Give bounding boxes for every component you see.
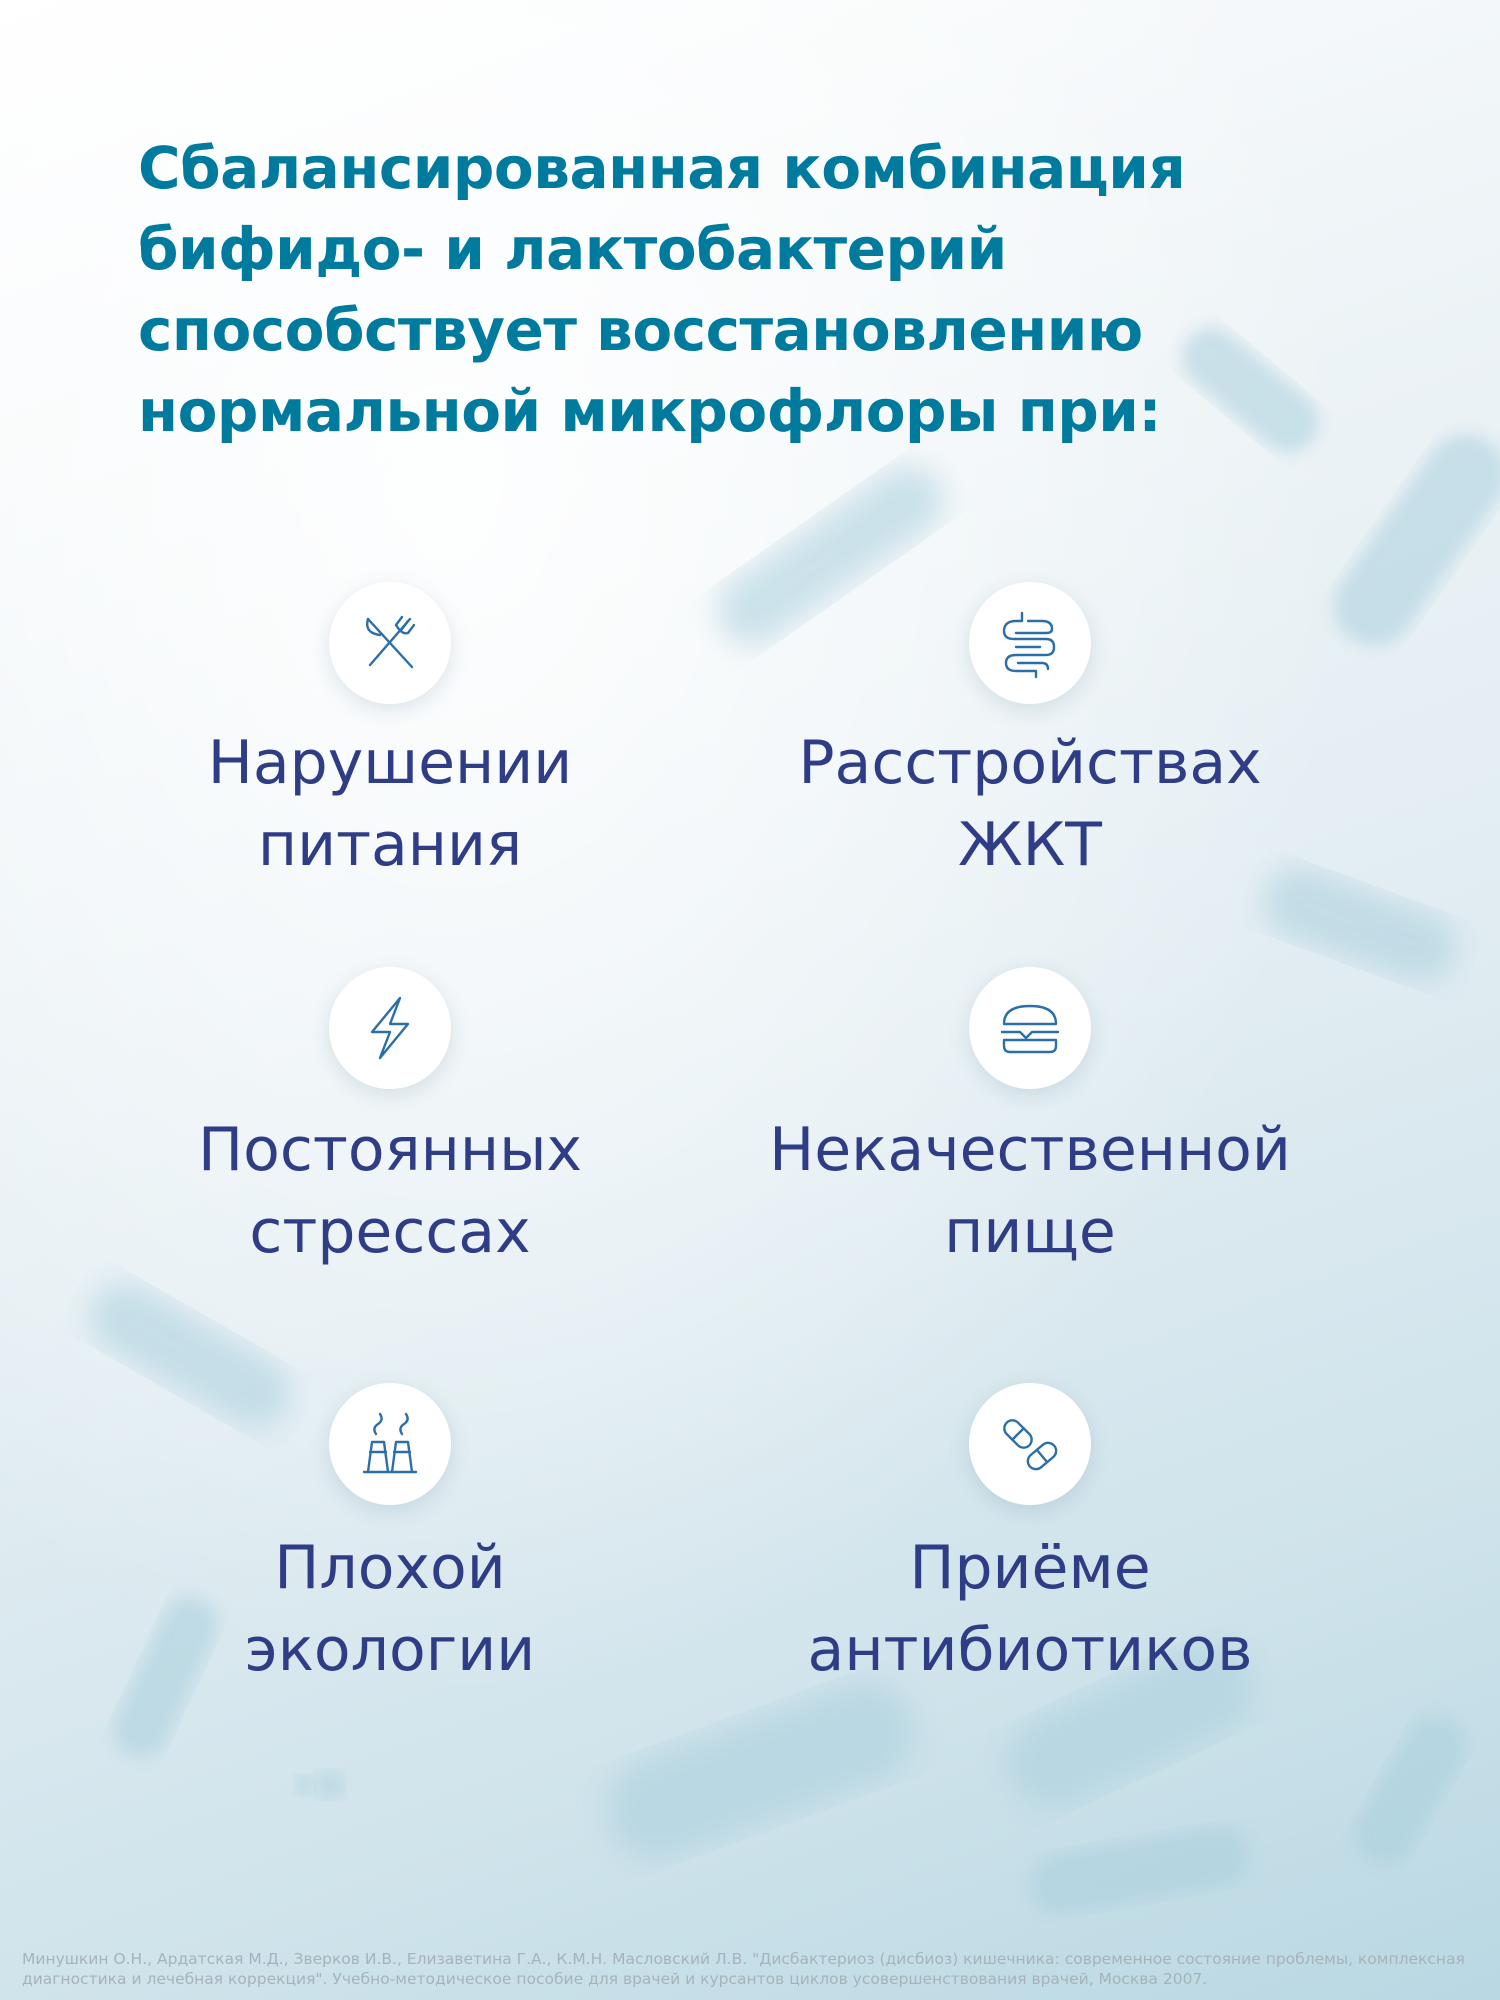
- condition-label-line: ЖКТ: [958, 810, 1102, 880]
- headline-line: способствует восстановлению: [138, 296, 1143, 364]
- condition-label-line: стрессах: [249, 1197, 531, 1267]
- icon-badge: [329, 1383, 451, 1505]
- headline-line: нормальной микрофлоры при:: [138, 377, 1162, 445]
- fork-knife-icon: [350, 603, 430, 683]
- icon-badge: [329, 967, 451, 1089]
- footnote-line: диагностика и лечебная коррекция". Учебно-методическое пособие для врачей и курсантов циклов усовершенствования врачей, Москва 2007.: [22, 1970, 1208, 1988]
- condition-label-line: пище: [944, 1197, 1116, 1267]
- burger-icon: [990, 988, 1070, 1068]
- condition-label-line: Плохой: [274, 1533, 506, 1603]
- factory-icon: [350, 1404, 430, 1484]
- footnote-line: Минушкин О.Н., Ардатская М.Д., Зверков И.В., Елизаветина Г.А., К.М.Н. Масловский Л.В. "Дисбактериоз (дисбиоз) кишечника: современное состояние проблемы, комплексная: [22, 1950, 1465, 1968]
- condition-label-line: Приёме: [909, 1533, 1151, 1603]
- icon-badge: [329, 582, 451, 704]
- condition-label-line: питания: [257, 810, 523, 880]
- headline-line: бифидо- и лактобактерий: [138, 215, 1007, 283]
- icon-badge: [969, 967, 1091, 1089]
- reference-footnote: [22, 1949, 1480, 1989]
- condition-label: [50, 1527, 730, 1691]
- condition-label-line: Нарушении: [207, 728, 573, 798]
- condition-label-line: Постоянных: [198, 1115, 582, 1185]
- icon-badge: [969, 1383, 1091, 1505]
- lightning-icon: [350, 988, 430, 1068]
- condition-label: [690, 1109, 1370, 1273]
- condition-label-line: Расстройствах: [798, 728, 1262, 798]
- headline: [138, 128, 1388, 452]
- condition-label: [690, 1527, 1370, 1691]
- condition-label: [690, 722, 1370, 886]
- condition-label: [50, 722, 730, 886]
- condition-label-line: экологии: [244, 1615, 536, 1685]
- pills-icon: [990, 1404, 1070, 1484]
- condition-label-line: Некачественной: [769, 1115, 1291, 1185]
- headline-line: Сбалансированная комбинация: [138, 134, 1186, 202]
- intestine-icon: [990, 603, 1070, 683]
- condition-label: [50, 1109, 730, 1273]
- condition-label-line: антибиотиков: [807, 1615, 1253, 1685]
- icon-badge: [969, 582, 1091, 704]
